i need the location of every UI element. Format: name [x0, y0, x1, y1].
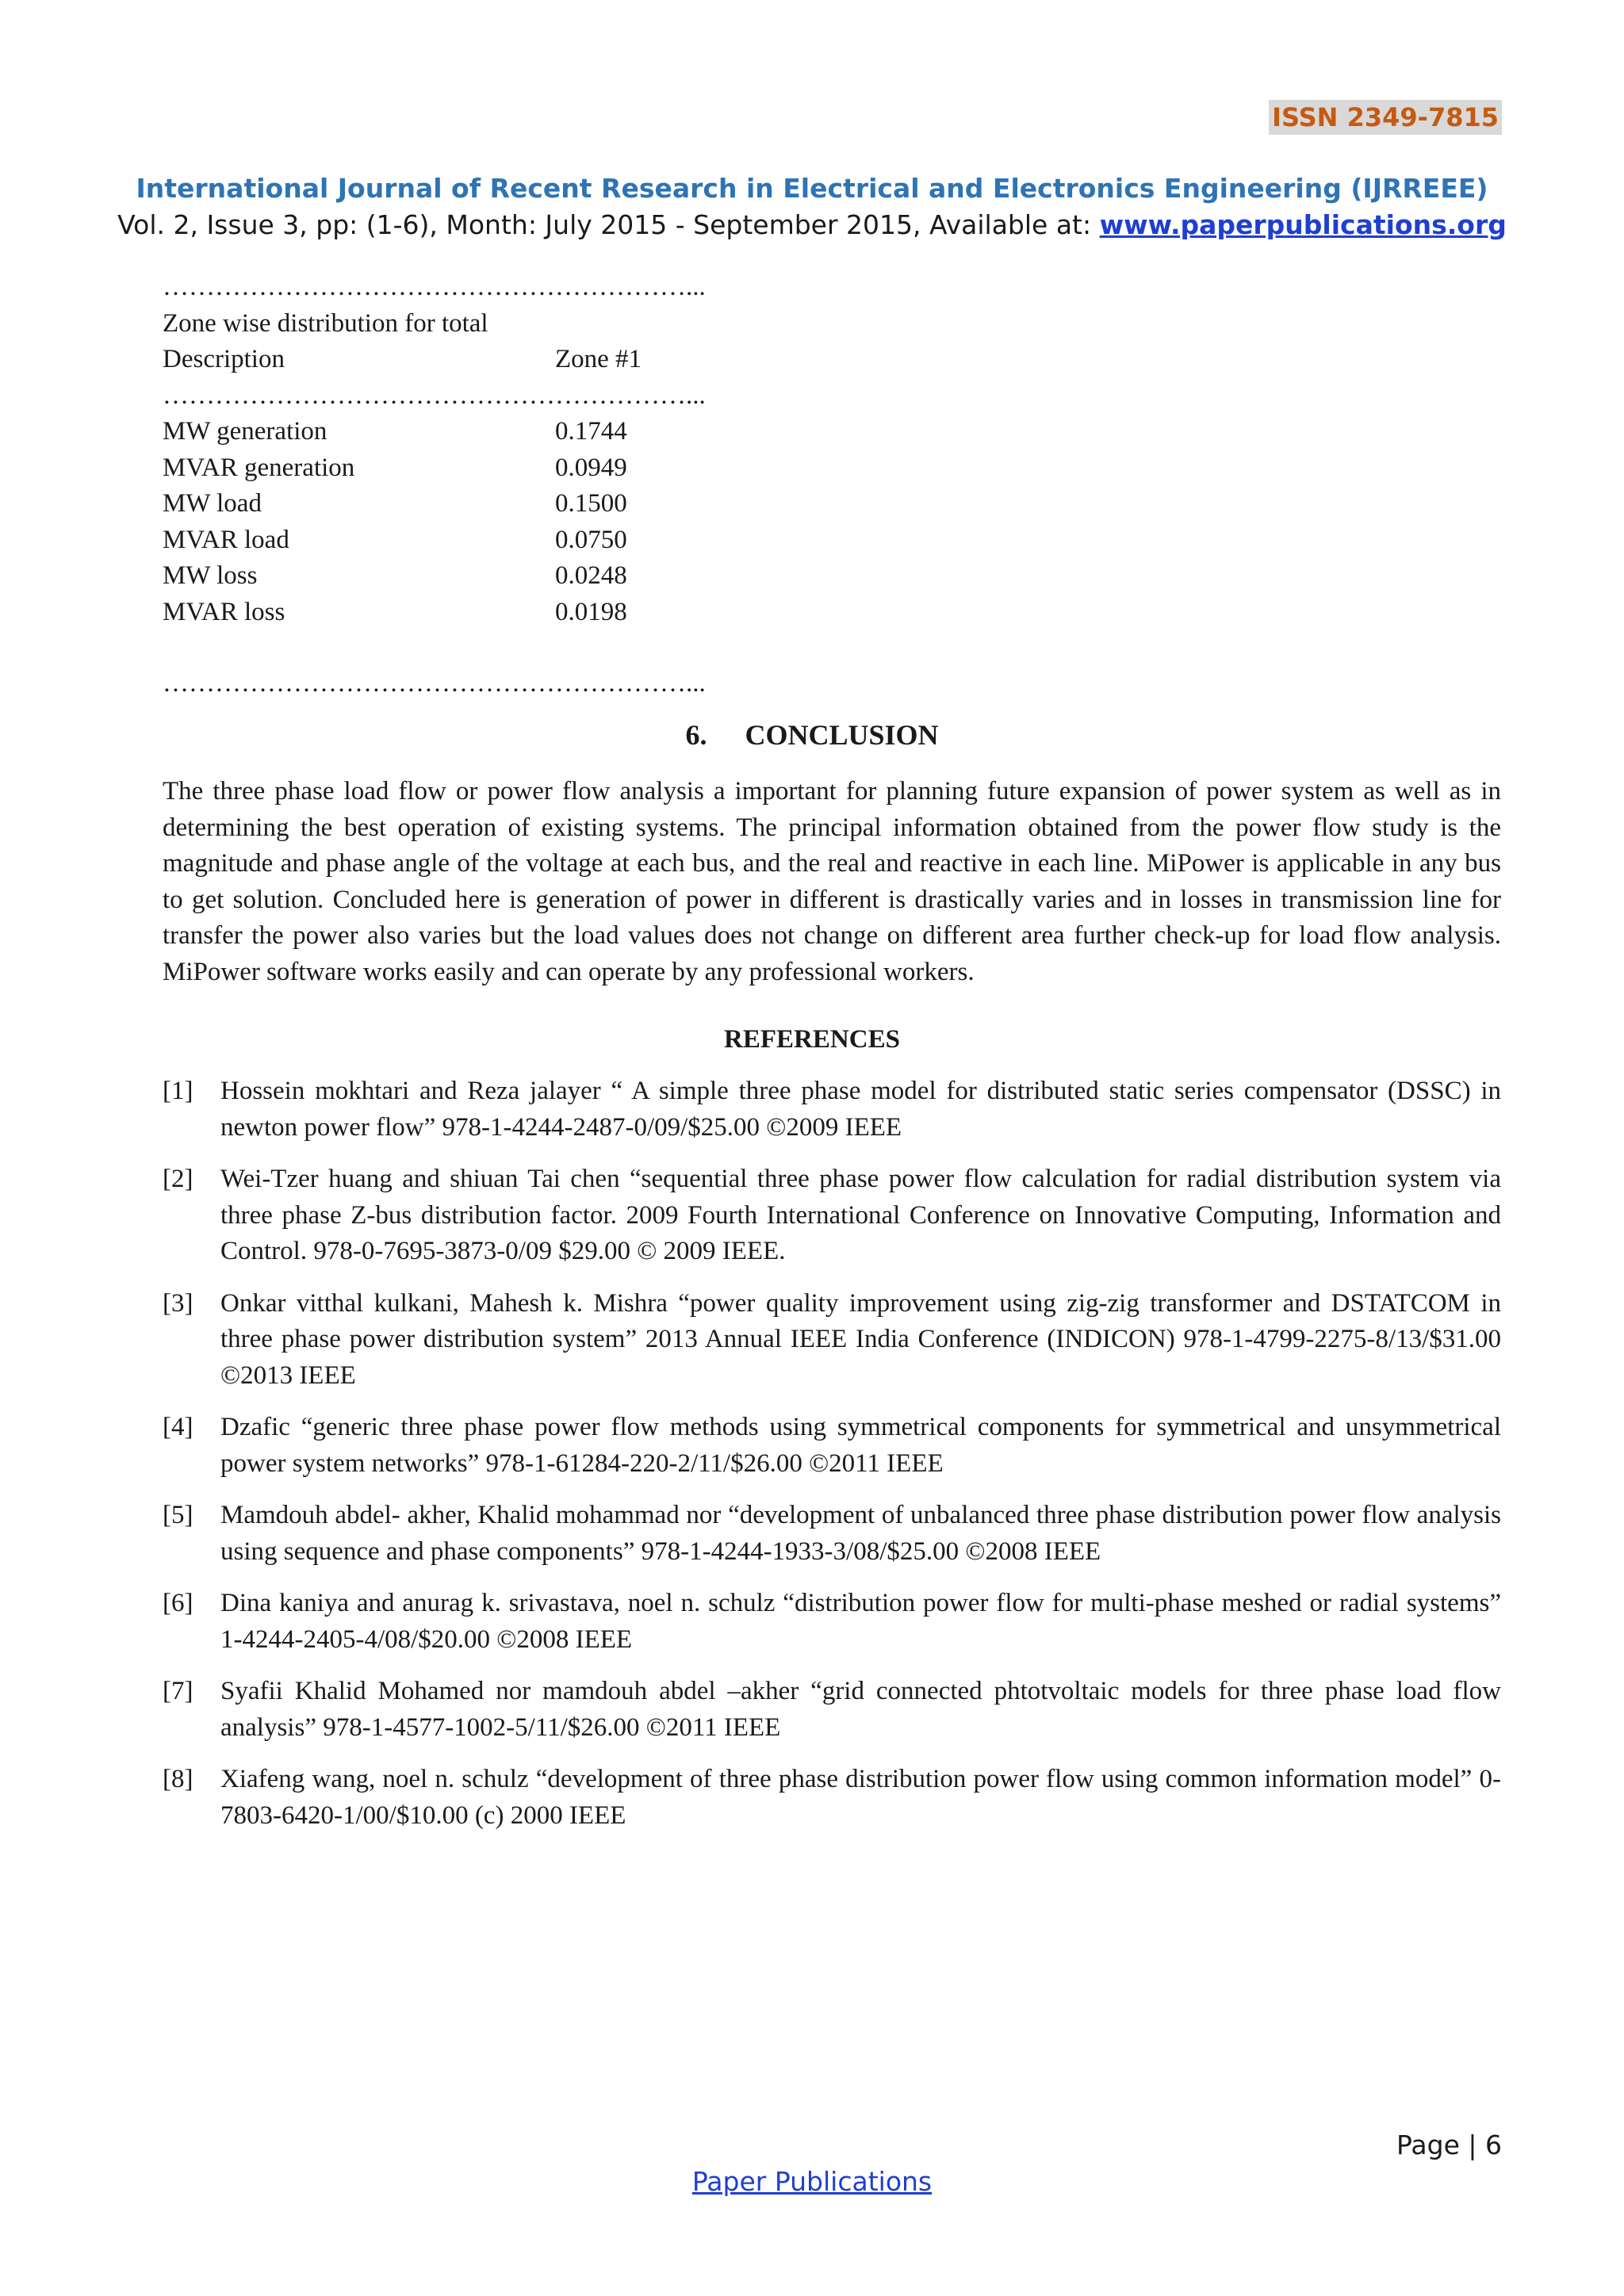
reference-number: [6]: [163, 1589, 193, 1617]
conclusion-heading: [0, 715, 1624, 755]
row-value: 0.0949: [555, 453, 627, 482]
reference-number: [8]: [163, 1765, 193, 1793]
reference-text: Wei-Tzer huang and shiuan Tai chen “sequential three phase power flow calculation for radial distribution system via three phase Z-bus distribution factor. 2009 Fourth International Conference on Innovative Computing, Information and Control. 978-0-7695-3873-0/09 $29.00 © 2009 IEEE.: [220, 1165, 1501, 1265]
journal-title: International Journal of Recent Research in Electrical and Electronics Engineering (IJRREEE): [136, 173, 1488, 204]
reference-text: Mamdouh abdel- akher, Khalid mohammad nor “development of unbalanced three phase distribution power flow analysis using sequence and phase components” 978-1-4244-1933-3/08/$25.00 ©2008 IEEE: [220, 1501, 1501, 1566]
journal-details: [0, 208, 1624, 243]
reference-item: [163, 1410, 1501, 1482]
references-heading: REFERENCES: [724, 1025, 900, 1054]
section-number: 6.: [685, 719, 707, 751]
row-label: MW loss: [163, 561, 258, 590]
reference-text: Dina kaniya and anurag k. srivastava, noel n. schulz “distribution power flow for multi-phase meshed or radial systems” 1-4244-2405-4/08/$20.00 ©2008 IEEE: [220, 1589, 1501, 1654]
reference-item: [163, 1498, 1501, 1570]
row-value: 0.0248: [555, 561, 627, 590]
reference-number: [3]: [163, 1288, 193, 1318]
reference-number: [2]: [163, 1165, 193, 1193]
table-separator: ……………………………………………………...: [163, 669, 706, 698]
table-row: [163, 522, 706, 559]
issn-badge: ISSN 2349-7815: [1269, 100, 1502, 135]
table-separator: ……………………………………………………...: [163, 381, 706, 410]
reference-text: Syafii Khalid Mohamed nor mamdouh abdel –akher “grid connected phtotvoltaic models for three phase load flow analysis” 978-1-4577-1002-5/11/$26.00 ©2011 IEEE: [220, 1677, 1501, 1742]
header-zone: Zone #1: [555, 345, 642, 373]
row-value: 0.0198: [555, 597, 627, 626]
page-number: Page | 6: [1396, 2130, 1502, 2160]
reference-number: [7]: [163, 1677, 193, 1705]
row-value: 0.0750: [555, 525, 627, 554]
reference-number: [1]: [163, 1077, 193, 1105]
reference-item: [163, 1161, 1501, 1270]
row-label: MW load: [163, 489, 262, 518]
journal-details-text: Vol. 2, Issue 3, pp: (1-6), Month: July 2015 - September 2015, Available at:: [117, 209, 1100, 240]
reference-item: [163, 1586, 1501, 1658]
conclusion-paragraph: The three phase load flow or power flow analysis a important for planning future expansion of power system as well as in determining the best operation of existing systems. The principal information obtained from the power flow study is the magnitude and phase angle of the voltage at each bus, and the real and reactive in each line. MiPower is applicable in any bus to get solution. Concluded here is generation of power in different is drastically varies and in losses in transmission line for transfer the power also varies but the load values does not change on different area further check-up for load flow analysis. MiPower software works easily and can operate by any professional workers.: [163, 777, 1501, 986]
journal-url-link[interactable]: www.paperpublications.org: [1099, 209, 1507, 240]
table-separator: ……………………………………………………...: [163, 273, 706, 301]
publisher-link[interactable]: Paper Publications: [691, 2166, 933, 2197]
reference-text: Onkar vitthal kulkani, Mahesh k. Mishra “power quality improvement using zig-zig transformer and DSTATCOM in three phase power distribution system” 2013 Annual IEEE India Conference (INDICON) 978-1-4799-2275-8/13/$31.00 ©2013 IEEE: [220, 1288, 1501, 1390]
table-row: [163, 414, 706, 450]
reference-text: Hossein mokhtari and Reza jalayer “ A simple three phase model for distributed static series compensator (DSSC) in newton power flow” 978-1-4244-2487-0/09/$25.00 ©2009 IEEE: [220, 1077, 1501, 1142]
header-description: Description: [163, 345, 285, 373]
row-label: MVAR load: [163, 525, 289, 554]
table-row: [163, 595, 706, 631]
references-list: [163, 1073, 1501, 1850]
section-title: CONCLUSION: [745, 719, 939, 751]
row-label: MVAR loss: [163, 597, 285, 626]
zone-distribution-table: [163, 270, 706, 702]
footer: [0, 2164, 1624, 2199]
row-label: MW generation: [163, 417, 327, 446]
row-value: 0.1744: [555, 417, 627, 446]
reference-item: [163, 1674, 1501, 1746]
table-header-row: [163, 342, 706, 378]
row-value: 0.1500: [555, 489, 627, 518]
table-row: [163, 558, 706, 595]
reference-item: [163, 1073, 1501, 1146]
reference-text: Dzafic “generic three phase power flow methods using symmetrical components for symmetrical and unsymmetrical power system networks” 978-1-61284-220-2/11/$26.00 ©2011 IEEE: [220, 1413, 1501, 1478]
row-label: MVAR generation: [163, 453, 355, 482]
table-row: [163, 486, 706, 522]
reference-text: Xiafeng wang, noel n. schulz “development of three phase distribution power flow using common information model” 0-7803-6420-1/00/$10.00 (c) 2000 IEEE: [220, 1765, 1501, 1830]
table-row: [163, 450, 706, 487]
table-title: Zone wise distribution for total: [163, 308, 488, 338]
reference-number: [4]: [163, 1413, 193, 1441]
reference-number: [5]: [163, 1501, 193, 1529]
reference-item: [163, 1762, 1501, 1834]
reference-item: [163, 1286, 1501, 1395]
